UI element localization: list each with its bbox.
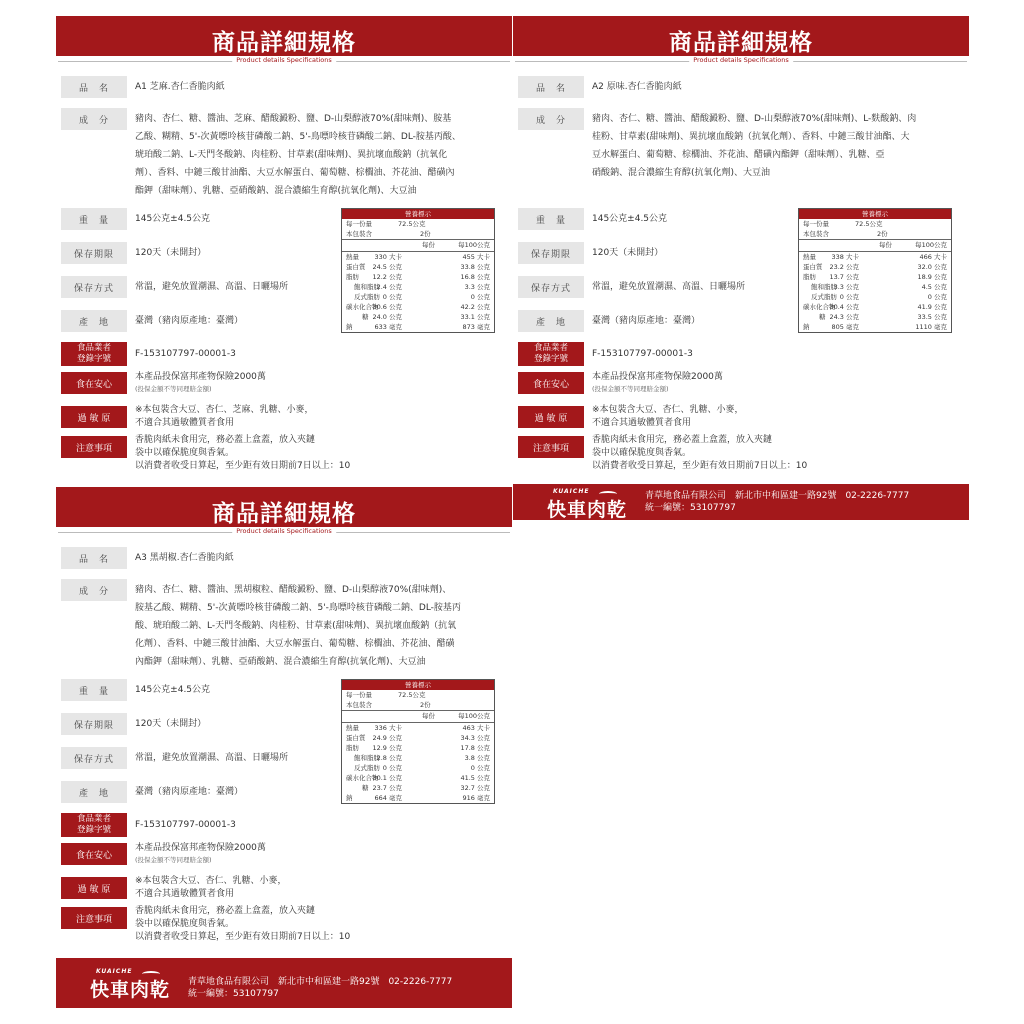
allergen-line: 不適合其過敏體質者食用 bbox=[135, 889, 235, 899]
ingredients-line: 豆水解蛋白、葡萄糖、棕櫚油、芥花油、醋磺內酯鉀（甜味劑）、乳糖、亞 bbox=[592, 150, 885, 160]
nutrition-row-fat bbox=[342, 743, 494, 753]
nutrition-label: 脂肪 bbox=[803, 273, 816, 281]
label-ingredients: 成 分 bbox=[61, 108, 127, 130]
weight-value: 145公克±4.5公克 bbox=[135, 214, 211, 224]
nutrition-value: 463 大卡 bbox=[462, 724, 490, 732]
label-notice: 注意事項 bbox=[61, 436, 127, 458]
nutrition-rows bbox=[342, 722, 494, 803]
safety-line: 本產品投保富邦產物保險2000萬 bbox=[135, 843, 266, 853]
nutrition-value: 18.9 公克 bbox=[917, 273, 947, 281]
origin-value: 臺灣（豬肉原產地：臺灣） bbox=[135, 787, 244, 797]
ingredients-line: 桂粉、甘草素(甜味劑)、異抗壞血酸鈉（抗氧化劑）、香料、中鏈三酸甘油酯、大 bbox=[592, 132, 910, 142]
nutrition-servings bbox=[342, 700, 494, 710]
nutrition-table bbox=[341, 679, 495, 804]
nutrition-value: 2.8 公克 bbox=[376, 754, 402, 762]
label-ingredients: 成 分 bbox=[61, 579, 127, 601]
nutrition-row-trans-fat bbox=[342, 292, 494, 302]
allergen-text bbox=[135, 404, 314, 430]
nutrition-value: 13.7 公克 bbox=[829, 273, 859, 281]
label-safety: 食在安心 bbox=[61, 372, 127, 394]
notice-line: 香脆肉紙未食用完，務必蓋上盒蓋，放入夾鏈 bbox=[135, 435, 316, 445]
panel-subtitle: Product details Specifications bbox=[232, 527, 336, 535]
nutrition-value: 12.2 公克 bbox=[372, 273, 402, 281]
nutrition-row-protein bbox=[342, 262, 494, 272]
label-allergen: 過 敏 原 bbox=[61, 877, 127, 899]
notice-text bbox=[135, 434, 350, 473]
label-storage: 保存方式 bbox=[518, 276, 584, 298]
product-name: A3 黑胡椒.杏仁香脆肉紙 bbox=[135, 553, 234, 563]
label-registration-line: 食品業者 bbox=[533, 343, 568, 353]
label-storage: 保存方式 bbox=[61, 276, 127, 298]
nutrition-value: 41.5 公克 bbox=[460, 774, 490, 782]
nutrition-value: 30.6 公克 bbox=[372, 303, 402, 311]
nutrition-label: 碳水化合物 bbox=[346, 774, 379, 782]
spec-panel-a3 bbox=[56, 487, 512, 942]
registration-value: F-153107797-00001-3 bbox=[135, 349, 236, 359]
nutrition-value: 805 毫克 bbox=[831, 323, 859, 331]
nutrition-value: 24.9 公克 bbox=[372, 734, 402, 742]
label-registration-line: 食品業者 bbox=[76, 343, 111, 353]
panel-subtitle-bar bbox=[56, 56, 512, 66]
panel-header bbox=[56, 16, 512, 56]
label-ingredients: 成 分 bbox=[518, 108, 584, 130]
label-registration bbox=[61, 342, 127, 366]
safety-note: (投保金額不等同理賠金額) bbox=[592, 385, 669, 393]
nutrition-value: 2份 bbox=[420, 230, 431, 238]
nutrition-row-protein bbox=[799, 262, 951, 272]
notice-line: 以消費者收受日算起，至少距有效日期前7日以上：10 bbox=[135, 461, 351, 471]
nutrition-label: 碳水化合物 bbox=[346, 303, 379, 311]
nutrition-row-sugar bbox=[342, 783, 494, 793]
ingredients-line: 內酯鉀（甜味劑）、乳糖、亞硝酸鈉、混合濃縮生育醇(抗氧化劑)、大豆油 bbox=[135, 657, 426, 667]
ingredients-line: 劑）、香料、中鏈三酸甘油酯、大豆水解蛋白、葡萄糖、棕櫚油、芥花油、醋磺內 bbox=[135, 168, 455, 178]
nutrition-column-header bbox=[342, 710, 494, 722]
nutrition-value: 24.5 公克 bbox=[372, 263, 402, 271]
nutrition-label: 飽和脂肪 bbox=[354, 283, 380, 291]
label-name: 品 名 bbox=[518, 76, 584, 98]
ingredients-text bbox=[135, 110, 507, 200]
label-name: 品 名 bbox=[61, 547, 127, 569]
ingredients-line: 化劑）、香料、中鏈三酸甘油酯、大豆水解蛋白、葡萄糖、棕櫚油、芥花油、醋磺 bbox=[135, 639, 455, 649]
nutrition-value: 72.5公克 bbox=[855, 220, 883, 228]
nutrition-value: 34.3 公克 bbox=[460, 734, 490, 742]
nutrition-value: 32.7 公克 bbox=[460, 784, 490, 792]
notice-line: 以消費者收受日算起，至少距有效日期前7日以上：10 bbox=[135, 932, 351, 942]
nutrition-label: 熱量 bbox=[346, 724, 359, 732]
weight-value: 145公克±4.5公克 bbox=[592, 214, 668, 224]
label-registration-line: 食品業者 bbox=[76, 814, 111, 824]
company-footer-bottom bbox=[56, 958, 512, 1008]
nutrition-serving-size bbox=[342, 219, 494, 229]
nutrition-col-per: 每份 bbox=[422, 241, 435, 249]
nutrition-value: 24.3 公克 bbox=[829, 313, 859, 321]
label-registration bbox=[518, 342, 584, 366]
notice-line: 香脆肉紙未食用完，務必蓋上盒蓋，放入夾鏈 bbox=[135, 906, 316, 916]
product-name: A1 芝麻.杏仁香脆肉紙 bbox=[135, 82, 225, 92]
nutrition-value: 24.0 公克 bbox=[372, 313, 402, 321]
nutrition-value: 23.7 公克 bbox=[372, 784, 402, 792]
nutrition-value: 633 毫克 bbox=[374, 323, 402, 331]
notice-line: 袋中以確保脆度與香氣。 bbox=[592, 448, 692, 458]
tax-id: 統一編號：53107797 bbox=[645, 503, 736, 513]
nutrition-value: 338 大卡 bbox=[831, 253, 859, 261]
label-registration-line: 登錄字號 bbox=[76, 825, 111, 835]
nutrition-row-calories bbox=[342, 252, 494, 262]
safety-line: 本產品投保富邦產物保險2000萬 bbox=[592, 372, 723, 382]
shelf-life-value: 120天（未開封） bbox=[135, 248, 207, 258]
label-weight: 重 量 bbox=[518, 208, 584, 230]
safety-text bbox=[135, 841, 266, 865]
nutrition-value: 330 大卡 bbox=[374, 253, 402, 261]
notice-line: 以消費者收受日算起，至少距有效日期前7日以上：10 bbox=[592, 461, 808, 471]
label-registration bbox=[61, 813, 127, 837]
safety-text bbox=[592, 370, 723, 394]
nutrition-row-protein bbox=[342, 733, 494, 743]
panel-subtitle: Product details Specifications bbox=[232, 56, 336, 64]
nutrition-row-sugar bbox=[799, 312, 951, 322]
nutrition-row-fat bbox=[342, 272, 494, 282]
notice-line: 袋中以確保脆度與香氣。 bbox=[135, 919, 235, 929]
spec-panel-a2 bbox=[513, 16, 969, 471]
spec-panel-a1 bbox=[56, 16, 512, 471]
nutrition-row-trans-fat bbox=[799, 292, 951, 302]
shelf-life-value: 120天（未開封） bbox=[592, 248, 664, 258]
label-shelf-life: 保存期限 bbox=[518, 242, 584, 264]
notice-line: 袋中以確保脆度與香氣。 bbox=[135, 448, 235, 458]
safety-line: 本產品投保富邦產物保險2000萬 bbox=[135, 372, 266, 382]
label-shelf-life: 保存期限 bbox=[61, 713, 127, 735]
nutrition-value: 2份 bbox=[877, 230, 888, 238]
allergen-line: ※本包裝含大豆、杏仁、乳糖、小麥， bbox=[135, 876, 287, 886]
nutrition-value: 336 大卡 bbox=[374, 724, 402, 732]
nutrition-row-carbs bbox=[342, 773, 494, 783]
nutrition-label: 脂肪 bbox=[346, 273, 359, 281]
nutrition-rows bbox=[342, 251, 494, 332]
nutrition-serving-size bbox=[799, 219, 951, 229]
allergen-text bbox=[135, 875, 287, 901]
nutrition-label: 鈉 bbox=[346, 323, 353, 331]
label-shelf-life: 保存期限 bbox=[61, 242, 127, 264]
nutrition-col-per100: 每100公克 bbox=[458, 712, 490, 720]
nutrition-label: 熱量 bbox=[803, 253, 816, 261]
nutrition-label: 每一份量 bbox=[346, 691, 372, 699]
nutrition-label: 每一份量 bbox=[803, 220, 829, 228]
nutrition-title: 營養標示 bbox=[342, 680, 494, 690]
label-storage: 保存方式 bbox=[61, 747, 127, 769]
nutrition-value: 1110 毫克 bbox=[915, 323, 947, 331]
label-safety: 食在安心 bbox=[518, 372, 584, 394]
nutrition-value: 32.0 公克 bbox=[917, 263, 947, 271]
nutrition-servings bbox=[799, 229, 951, 239]
nutrition-row-sat-fat bbox=[342, 753, 494, 763]
nutrition-title: 營養標示 bbox=[799, 209, 951, 219]
label-notice: 注意事項 bbox=[518, 436, 584, 458]
company-info: 青草地食品有限公司 新北市中和區建一路92號 02-2226-7777 bbox=[188, 977, 453, 987]
tax-id: 統一編號：53107797 bbox=[188, 989, 279, 999]
storage-value: 常溫，避免放置潮濕、高溫、日曬場所 bbox=[135, 753, 289, 763]
nutrition-serving-size bbox=[342, 690, 494, 700]
nutrition-column-header bbox=[799, 239, 951, 251]
nutrition-servings bbox=[342, 229, 494, 239]
nutrition-label: 本包裝含 bbox=[346, 230, 372, 238]
label-safety: 食在安心 bbox=[61, 843, 127, 865]
weight-value: 145公克±4.5公克 bbox=[135, 685, 211, 695]
nutrition-value: 664 毫克 bbox=[374, 794, 402, 802]
origin-value: 臺灣（豬肉原產地：臺灣） bbox=[592, 316, 701, 326]
nutrition-row-sodium bbox=[342, 793, 494, 803]
nutrition-col-per100: 每100公克 bbox=[915, 241, 947, 249]
panel-subtitle: Product details Specifications bbox=[689, 56, 793, 64]
ingredients-line: 乙酸、糊精、5'-次黃嘌呤核苷磷酸二鈉、5'-鳥嘌呤核苷磷酸二鈉、DL-胺基丙酸、 bbox=[135, 132, 461, 142]
logo-chinese: 快車肉乾 bbox=[90, 979, 171, 1001]
label-origin: 產 地 bbox=[518, 310, 584, 332]
ingredients-line: 胺基乙酸、糊精、5'-次黃嘌呤核苷磷酸二鈉、5'-鳥嘌呤核苷磷酸二鈉、DL-胺基丙 bbox=[135, 603, 461, 613]
company-info: 青草地食品有限公司 新北市中和區建一路92號 02-2226-7777 bbox=[645, 491, 910, 501]
nutrition-value: 16.8 公克 bbox=[460, 273, 490, 281]
safety-text bbox=[135, 370, 266, 394]
ingredients-line: 酸、琥珀酸二鈉、L-天門冬酸鈉、肉桂粉、甘草素(甜味劑)、異抗壞血酸鈉（抗氧 bbox=[135, 621, 457, 631]
nutrition-row-sat-fat bbox=[342, 282, 494, 292]
nutrition-table bbox=[798, 208, 952, 333]
nutrition-value: 72.5公克 bbox=[398, 691, 426, 699]
nutrition-column-header bbox=[342, 239, 494, 251]
logo-english: KUAICHE bbox=[96, 968, 133, 975]
ingredients-text bbox=[135, 581, 507, 671]
nutrition-row-carbs bbox=[342, 302, 494, 312]
panel-header bbox=[513, 16, 969, 56]
safety-note: (投保金額不等同理賠金額) bbox=[135, 856, 212, 864]
nutrition-value: 0 公克 bbox=[470, 293, 490, 301]
nutrition-label: 每一份量 bbox=[346, 220, 372, 228]
nutrition-row-trans-fat bbox=[342, 763, 494, 773]
nutrition-value: 17.8 公克 bbox=[460, 744, 490, 752]
nutrition-label: 脂肪 bbox=[346, 744, 359, 752]
nutrition-label: 反式脂肪 bbox=[811, 293, 837, 301]
shelf-life-value: 120天（未開封） bbox=[135, 719, 207, 729]
nutrition-value: 33.5 公克 bbox=[917, 313, 947, 321]
safety-note: (投保金額不等同理賠金額) bbox=[135, 385, 212, 393]
nutrition-col-per: 每份 bbox=[422, 712, 435, 720]
ingredients-line: 豬肉、杏仁、糖、醬油、醋酸澱粉、鹽、D-山梨醇液70%(甜味劑)、L-麩酸鈉、肉 bbox=[592, 114, 917, 124]
nutrition-value: 42.2 公克 bbox=[460, 303, 490, 311]
nutrition-value: 873 毫克 bbox=[462, 323, 490, 331]
nutrition-row-calories bbox=[342, 723, 494, 733]
nutrition-title: 營養標示 bbox=[342, 209, 494, 219]
allergen-line: 不適合其過敏體質者食用 bbox=[592, 418, 692, 428]
nutrition-row-sodium bbox=[799, 322, 951, 332]
nutrition-row-sodium bbox=[342, 322, 494, 332]
allergen-line: 不適合其過敏體質者食用 bbox=[135, 418, 235, 428]
nutrition-value: 3.8 公克 bbox=[464, 754, 490, 762]
nutrition-value: 3.3 公克 bbox=[833, 283, 859, 291]
nutrition-value: 0 公克 bbox=[382, 764, 402, 772]
nutrition-row-fat bbox=[799, 272, 951, 282]
nutrition-label: 反式脂肪 bbox=[354, 764, 380, 772]
nutrition-value: 72.5公克 bbox=[398, 220, 426, 228]
allergen-line: ※本包裝含大豆、杏仁、芝麻、乳糖、小麥， bbox=[135, 405, 314, 415]
nutrition-label: 蛋白質 bbox=[346, 734, 366, 742]
origin-value: 臺灣（豬肉原產地：臺灣） bbox=[135, 316, 244, 326]
label-allergen: 過 敏 原 bbox=[518, 406, 584, 428]
nutrition-label: 糖 bbox=[362, 313, 369, 321]
nutrition-label: 碳水化合物 bbox=[803, 303, 836, 311]
logo-chinese: 快車肉乾 bbox=[547, 499, 628, 521]
storage-value: 常溫，避免放置潮濕、高溫、日曬場所 bbox=[592, 282, 746, 292]
company-footer-top bbox=[513, 484, 969, 520]
nutrition-label: 熱量 bbox=[346, 253, 359, 261]
nutrition-label: 蛋白質 bbox=[803, 263, 823, 271]
label-weight: 重 量 bbox=[61, 208, 127, 230]
panel-title: 商品詳細規格 bbox=[663, 30, 819, 59]
nutrition-value: 30.4 公克 bbox=[829, 303, 859, 311]
nutrition-label: 飽和脂肪 bbox=[354, 754, 380, 762]
notice-line: 香脆肉紙未食用完，務必蓋上盒蓋，放入夾鏈 bbox=[592, 435, 773, 445]
nutrition-row-sat-fat bbox=[799, 282, 951, 292]
nutrition-value: 466 大卡 bbox=[919, 253, 947, 261]
nutrition-row-carbs bbox=[799, 302, 951, 312]
nutrition-value: 23.2 公克 bbox=[829, 263, 859, 271]
nutrition-value: 3.3 公克 bbox=[464, 283, 490, 291]
nutrition-value: 455 大卡 bbox=[462, 253, 490, 261]
nutrition-value: 33.1 公克 bbox=[460, 313, 490, 321]
label-weight: 重 量 bbox=[61, 679, 127, 701]
nutrition-label: 本包裝含 bbox=[346, 701, 372, 709]
panel-subtitle-bar bbox=[513, 56, 969, 66]
label-name: 品 名 bbox=[61, 76, 127, 98]
logo-english: KUAICHE bbox=[553, 488, 590, 495]
nutrition-value: 33.8 公克 bbox=[460, 263, 490, 271]
label-allergen: 過 敏 原 bbox=[61, 406, 127, 428]
nutrition-label: 鈉 bbox=[346, 794, 353, 802]
nutrition-value: 12.9 公克 bbox=[372, 744, 402, 752]
panel-subtitle-bar bbox=[56, 527, 512, 537]
ingredients-text bbox=[592, 110, 964, 182]
nutrition-row-calories bbox=[799, 252, 951, 262]
nutrition-value: 0 公克 bbox=[839, 293, 859, 301]
nutrition-table bbox=[341, 208, 495, 333]
nutrition-label: 飽和脂肪 bbox=[811, 283, 837, 291]
label-origin: 產 地 bbox=[61, 310, 127, 332]
nutrition-label: 鈉 bbox=[803, 323, 810, 331]
ingredients-line: 酯鉀（甜味劑）、乳糖、亞硝酸鈉、混合濃縮生育醇(抗氧化劑)、大豆油 bbox=[135, 186, 417, 196]
nutrition-value: 0 公克 bbox=[470, 764, 490, 772]
nutrition-label: 蛋白質 bbox=[346, 263, 366, 271]
nutrition-col-per: 每份 bbox=[879, 241, 892, 249]
notice-text bbox=[135, 905, 350, 944]
nutrition-rows bbox=[799, 251, 951, 332]
ingredients-line: 硝酸鈉、混合濃縮生育醇(抗氧化劑)、大豆油 bbox=[592, 168, 771, 178]
nutrition-value: 0 公克 bbox=[382, 293, 402, 301]
nutrition-label: 糖 bbox=[819, 313, 826, 321]
panel-title: 商品詳細規格 bbox=[206, 30, 362, 59]
nutrition-label: 糖 bbox=[362, 784, 369, 792]
panel-header bbox=[56, 487, 512, 527]
registration-value: F-153107797-00001-3 bbox=[135, 820, 236, 830]
nutrition-value: 30.1 公克 bbox=[372, 774, 402, 782]
label-registration-line: 登錄字號 bbox=[76, 354, 111, 364]
allergen-text bbox=[592, 404, 744, 430]
storage-value: 常溫，避免放置潮濕、高溫、日曬場所 bbox=[135, 282, 289, 292]
ingredients-line: 琥珀酸二鈉、L-天門冬酸鈉、肉桂粉、甘草素(甜味劑)、異抗壞血酸鈉（抗氧化 bbox=[135, 150, 448, 160]
nutrition-value: 2份 bbox=[420, 701, 431, 709]
registration-value: F-153107797-00001-3 bbox=[592, 349, 693, 359]
label-registration-line: 登錄字號 bbox=[533, 354, 568, 364]
nutrition-row-sugar bbox=[342, 312, 494, 322]
panel-title: 商品詳細規格 bbox=[206, 501, 362, 530]
label-origin: 產 地 bbox=[61, 781, 127, 803]
nutrition-value: 4.5 公克 bbox=[921, 283, 947, 291]
product-name: A2 原味.杏仁香脆肉紙 bbox=[592, 82, 682, 92]
nutrition-label: 本包裝含 bbox=[803, 230, 829, 238]
nutrition-value: 2.4 公克 bbox=[376, 283, 402, 291]
nutrition-value: 0 公克 bbox=[927, 293, 947, 301]
allergen-line: ※本包裝含大豆、杏仁、乳糖、小麥， bbox=[592, 405, 744, 415]
label-notice: 注意事項 bbox=[61, 907, 127, 929]
nutrition-label: 反式脂肪 bbox=[354, 293, 380, 301]
notice-text bbox=[592, 434, 807, 473]
nutrition-col-per100: 每100公克 bbox=[458, 241, 490, 249]
nutrition-value: 41.9 公克 bbox=[917, 303, 947, 311]
nutrition-value: 916 毫克 bbox=[462, 794, 490, 802]
ingredients-line: 豬肉、杏仁、糖、醬油、黑胡椒粒、醋酸澱粉、鹽、D-山梨醇液70%(甜味劑)、 bbox=[135, 585, 452, 595]
ingredients-line: 豬肉、杏仁、糖、醬油、芝麻、醋酸澱粉、鹽、D-山梨醇液70%(甜味劑)、胺基 bbox=[135, 114, 452, 124]
